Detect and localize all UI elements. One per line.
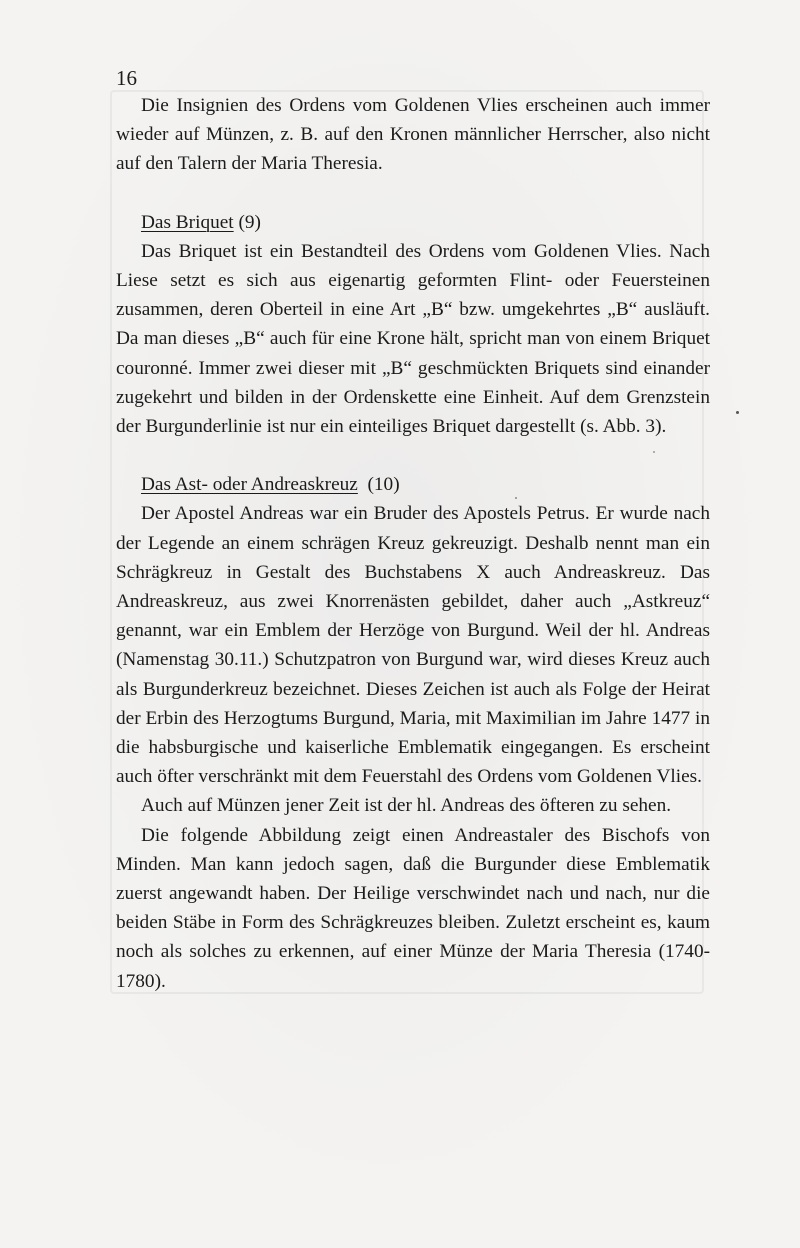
section-heading-andreaskreuz [116,470,710,499]
heading-title-briquet: Das Briquet [141,211,234,233]
scan-speck [736,411,739,414]
heading-title-andreaskreuz: Das Ast- oder Andreaskreuz [141,474,358,496]
paragraph-andreas: Der Apostel Andreas war ein Bruder des Apostels Petrus. Er wurde nach der Legende an einem schrägen Kreuz gekreuzigt. Deshalb nennt man ein Schrägkreuz in Gestalt des Buchstabens X auch Andreaskreuz. Das Andreaskreuz, aus zwei Knorrenästen gebildet, daher auch „Astkreuz“ genannt, war ein Emblem der Herzöge von Burgund. Weil der hl. Andreas (Namenstag 30.11.) Schutzpatron von Burgund war, wird dieses Kreuz auch als Burgunderkreuz bezeichnet. Dieses Zeichen ist auch als Folge der Heirat der Erbin des Herzogtums Burgund, Maria, mit Maximilian im Jahre 1477 in die habsburgische und kaiserliche Emblematik eingegangen. Es erscheint auch öfter verschränkt mit dem Feuerstahl des Ordens vom Goldenen Vlies. [116,503,710,788]
paragraph-gap [116,441,710,470]
heading-number-briquet: (9) [238,211,261,233]
section-heading-briquet [116,208,710,237]
paragraph-insignien: Die Insignien des Ordens vom Goldenen Vlies erscheinen auch immer wieder auf Münzen, z. B. auf den Kronen männlicher Herrscher, also nicht auf den Talern der Maria Theresia. [116,95,710,175]
page-number: 16 [116,66,137,90]
paragraph-briquet: Das Briquet ist ein Bestandteil des Ordens vom Goldenen Vlies. Nach Liese setzt es sich aus eigenartig geformten Flint- oder Feuersteinen zusammen, deren Oberteil in eine Art „B“ bzw. umgekehrtes „B“ ausläuft. Da man dieses „B“ auch für eine Krone hält, spricht man von einem Briquet couronné. Immer zwei dieser mit „B“ geschmückten Briquets sind einander zugekehrt und bilden in der Ordenskette eine Einheit. Auf dem Grenzstein der Burgunderlinie ist nur ein einteiliges Briquet dargestellt (s. Abb. 3). [116,240,710,438]
paragraph-muenzen: Auch auf Münzen jener Zeit ist der hl. Andreas des öfteren zu sehen. [141,795,672,817]
paragraph-abbildung: Die folgende Abbildung zeigt einen Andreastaler des Bischofs von Minden. Man kann jedoch sagen, daß die Burgunder diese Emblematik zuerst angewandt haben. Der Heilige verschwindet nach und nach, nur die beiden Stäbe in Form des Schrägkreuzes bleiben. Zuletzt erscheint es, kaum noch als solches zu erkennen, auf einer Münze der Maria Theresia (1740-1780). [116,824,710,992]
scan-speck [653,451,655,453]
body-text [116,91,710,996]
heading-number-andreaskreuz: (10) [367,474,400,496]
paragraph-gap [116,179,710,208]
scan-speck [515,497,517,499]
